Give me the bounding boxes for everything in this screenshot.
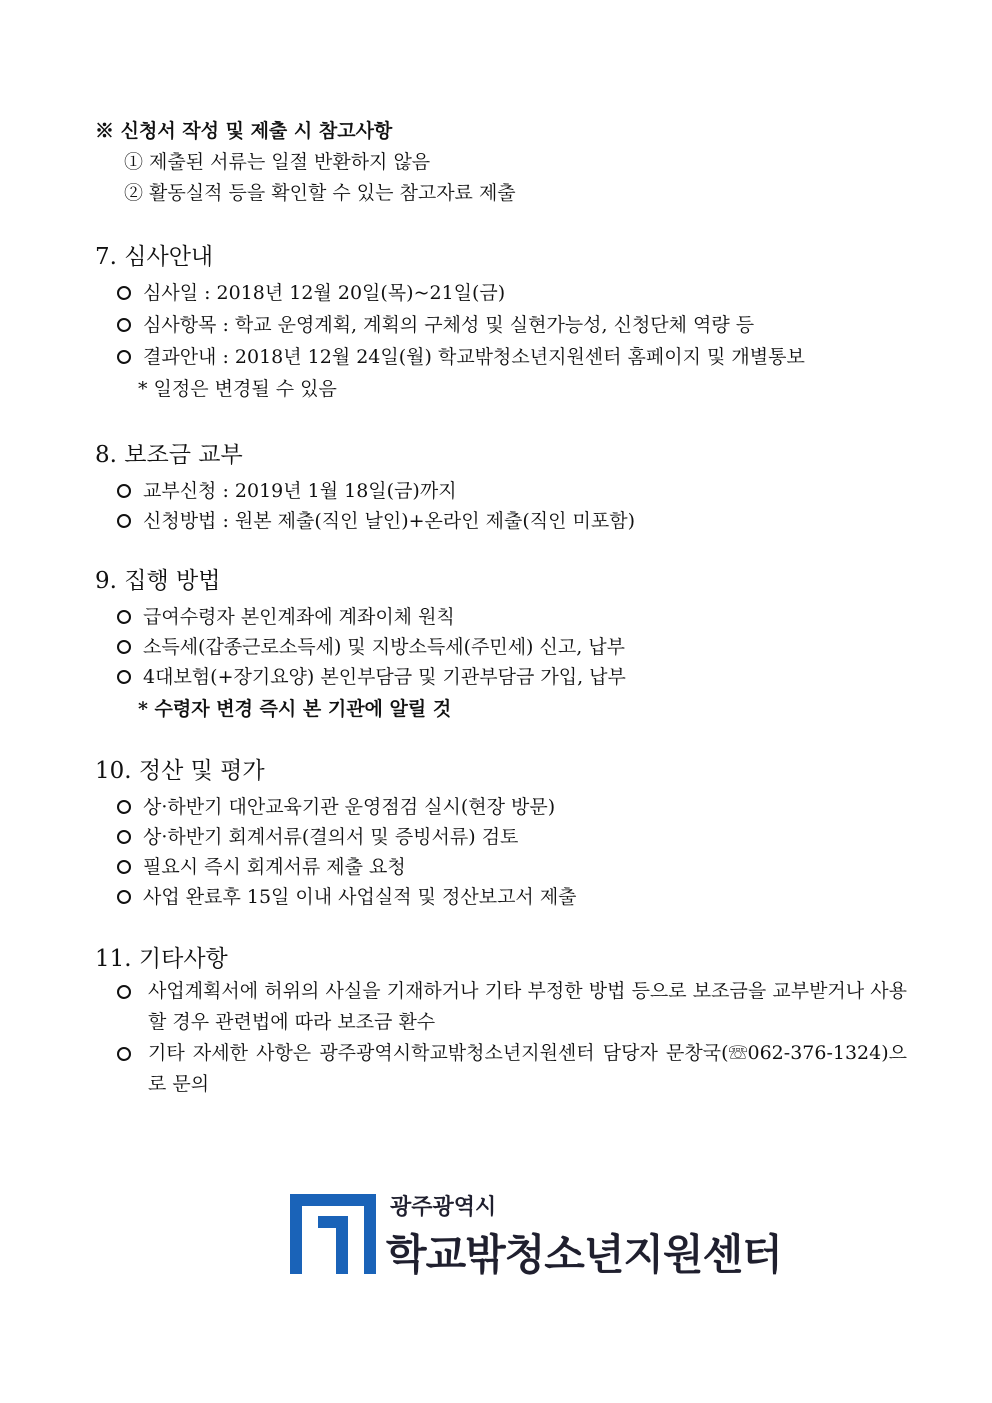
list-item: 결과안내 : 2018년 12월 24일(월) 학교밖청소년지원센터 홈페이지 및 개별통보: [117, 342, 805, 369]
list-item: 심사일 : 2018년 12월 20일(목)~21일(금): [117, 278, 505, 305]
circle-bullet-icon: [117, 640, 131, 654]
list-item: 사업 완료후 15일 이내 사업실적 및 정산보고서 제출: [117, 882, 577, 909]
section-title-settlement: 10. 정산 및 평가: [95, 758, 265, 784]
circle-bullet-icon: [117, 514, 131, 528]
circle-bullet-icon: [117, 890, 131, 904]
submission-notes-heading: ※ 신청서 작성 및 제출 시 참고사항: [95, 120, 393, 142]
list-item: 상·하반기 회계서류(결의서 및 증빙서류) 검토: [117, 822, 518, 849]
list-item: 필요시 즉시 회계서류 제출 요청: [117, 852, 406, 879]
center-logo: [290, 1188, 782, 1288]
section-title-subsidy: 8. 보조금 교부: [95, 442, 243, 468]
section-title-execution: 9. 집행 방법: [95, 568, 221, 594]
list-item: 급여수령자 본인계좌에 계좌이체 원칙: [117, 602, 455, 629]
circle-bullet-icon: [117, 1047, 131, 1061]
list-item: 사업계획서에 허위의 사실을 기재하거나 기타 부정한 방법 등으로 보조금을 교부받거나 사용할 경우 관련법에 따라 보조금 환수: [117, 976, 907, 1038]
circle-bullet-icon: [117, 800, 131, 814]
schedule-change-note: * 일정은 변경될 수 있음: [138, 378, 337, 400]
circle-bullet-icon: [117, 830, 131, 844]
submission-note-item: ② 활동실적 등을 확인할 수 있는 참고자료 제출: [124, 182, 516, 204]
circle-bullet-icon: [117, 286, 131, 300]
logo-subtitle: 광주광역시: [390, 1195, 497, 1220]
list-item: 교부신청 : 2019년 1월 18일(금)까지: [117, 476, 457, 503]
circle-bullet-icon: [117, 318, 131, 332]
list-item: 기타 자세한 사항은 광주광역시학교밖청소년지원센터 담당자 문창국(☏062-376-1324)으로 문의: [117, 1038, 907, 1100]
circle-bullet-icon: [117, 350, 131, 364]
circle-bullet-icon: [117, 860, 131, 874]
circle-bullet-icon: [117, 484, 131, 498]
list-item: 4대보험(+장기요양) 본인부담금 및 기관부담금 가입, 납부: [117, 662, 626, 689]
list-item: 상·하반기 대안교육기관 운영점검 실시(현장 방문): [117, 792, 555, 819]
recipient-change-note: * 수령자 변경 즉시 본 기관에 알릴 것: [138, 698, 452, 720]
circle-bullet-icon: [117, 985, 131, 999]
section-title-review: 7. 심사안내: [95, 244, 214, 270]
section-title-other: 11. 기타사항: [95, 946, 228, 972]
logo-name: 학교밖청소년지원센터: [386, 1230, 782, 1279]
list-item: 소득세(갑종근로소득세) 및 지방소득세(주민세) 신고, 납부: [117, 632, 625, 659]
logo-mark-icon: [290, 1190, 382, 1286]
list-item: 심사항목 : 학교 운영계획, 계획의 구체성 및 실현가능성, 신청단체 역량 등: [117, 310, 754, 337]
submission-note-item: ① 제출된 서류는 일절 반환하지 않음: [124, 151, 431, 173]
circle-bullet-icon: [117, 610, 131, 624]
circle-bullet-icon: [117, 670, 131, 684]
list-item: 신청방법 : 원본 제출(직인 날인)+온라인 제출(직인 미포함): [117, 506, 635, 533]
